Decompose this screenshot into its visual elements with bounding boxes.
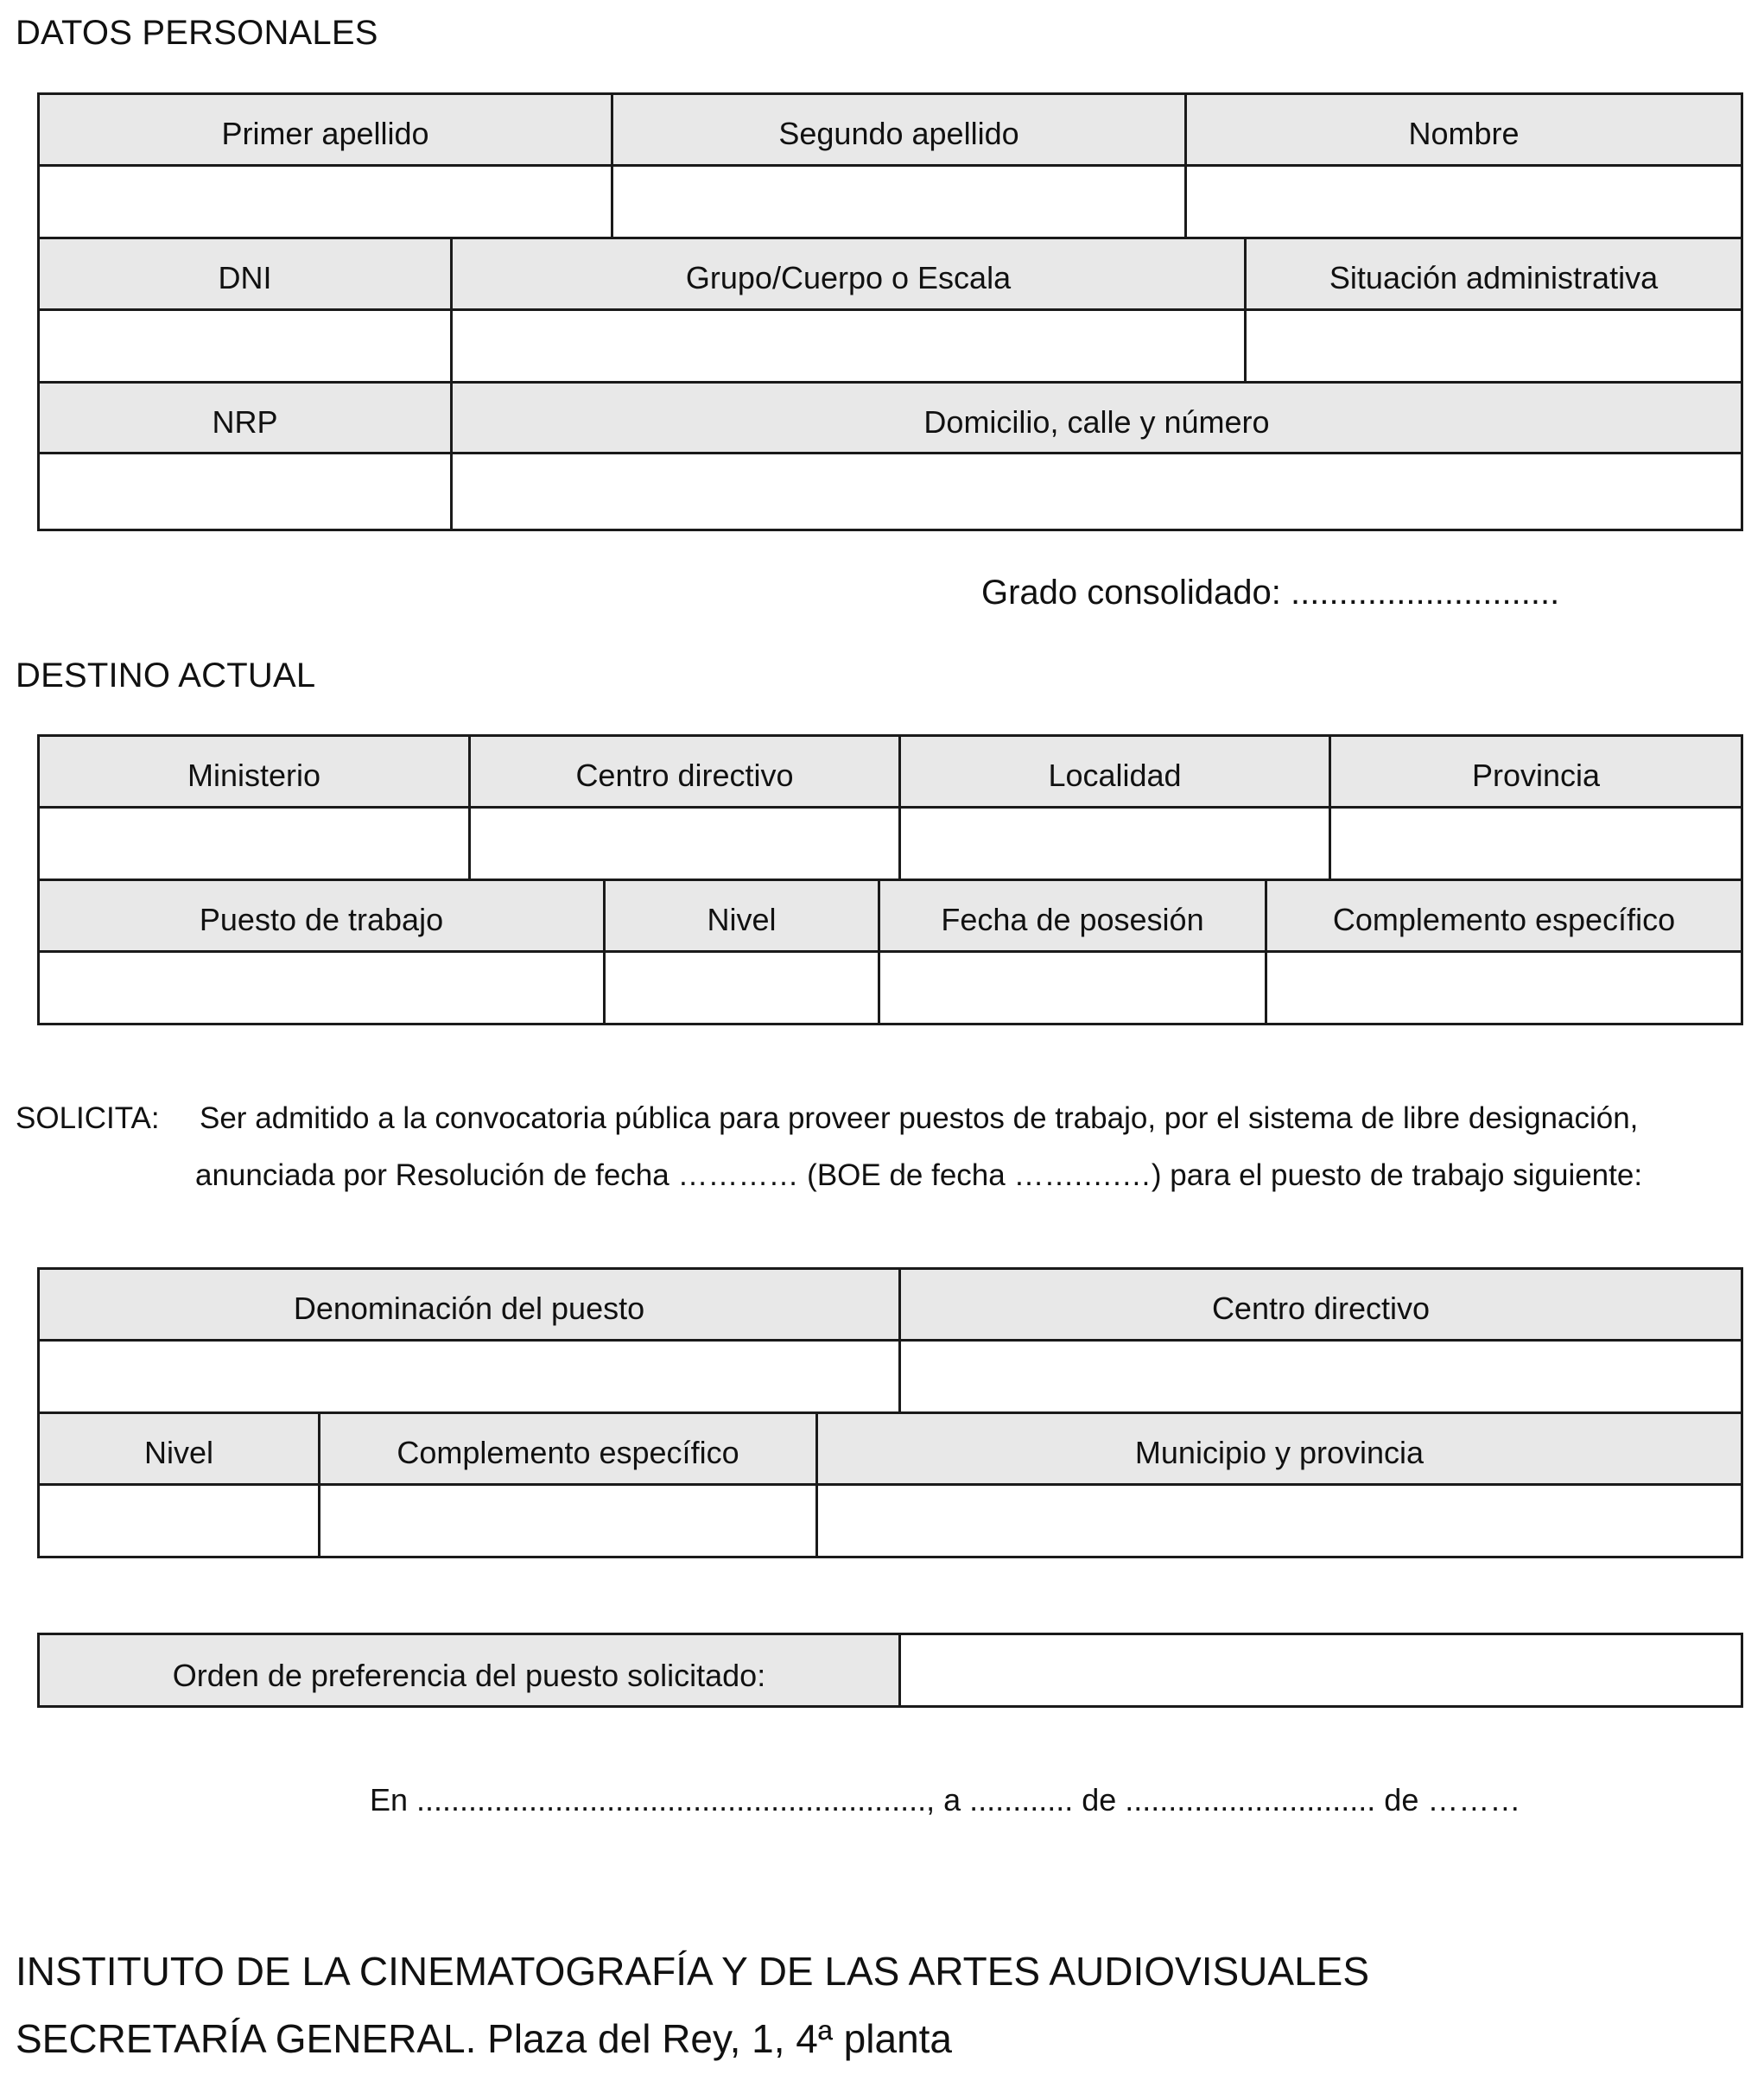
label-denominacion-puesto: Denominación del puesto [39,1269,900,1341]
primer-apellido-field[interactable] [39,166,612,238]
label-fecha-posesion: Fecha de posesión [879,880,1266,952]
label-situacion-administrativa: Situación administrativa [1246,238,1742,310]
localidad-field[interactable] [900,808,1330,880]
orden-preferencia-field[interactable] [900,1634,1742,1707]
section-title-destino-actual: DESTINO ACTUAL [16,657,316,695]
label-localidad: Localidad [900,736,1330,808]
datos-personales-table-row3 [37,381,1743,531]
grado-consolidado: Grado consolidado: ............................ [981,574,1560,612]
label-ministerio: Ministerio [39,736,470,808]
label-provincia: Provincia [1330,736,1742,808]
label-nrp: NRP [39,383,452,454]
ministerio-field[interactable] [39,808,470,880]
domicilio-field[interactable] [452,454,1742,530]
section-title-datos-personales: DATOS PERSONALES [16,14,378,52]
label-nombre: Nombre [1186,94,1742,166]
label-complemento-especifico: Complemento específico [1266,880,1742,952]
label-orden-preferencia: Orden de preferencia del puesto solicitado: [39,1634,900,1707]
datos-personales-table-row2 [37,237,1743,384]
municipio-provincia-field[interactable] [817,1485,1742,1557]
label-dni: DNI [39,238,452,310]
grupo-cuerpo-escala-field[interactable] [452,310,1246,383]
destino-actual-table-row2 [37,879,1743,1025]
footer-institution: INSTITUTO DE LA CINEMATOGRAFÍA Y DE LAS ARTES AUDIOVISUALES [16,1949,1370,1994]
destino-actual-table-row1 [37,734,1743,881]
orden-preferencia-table [37,1633,1743,1708]
label-domicilio: Domicilio, calle y número [452,383,1742,454]
datos-personales-table-row1 [37,92,1743,239]
label-municipio-provincia: Municipio y provincia [817,1413,1742,1485]
complemento-solicitado-field[interactable] [320,1485,817,1557]
label-puesto-trabajo: Puesto de trabajo [39,880,605,952]
denominacion-puesto-field[interactable] [39,1341,900,1413]
centro-directivo-solicitado-field[interactable] [900,1341,1742,1413]
dni-field[interactable] [39,310,452,383]
puesto-solicitado-table-row1 [37,1267,1743,1414]
fecha-lugar-line: En ..........................................................., a ............ de ............................. de ……… [370,1782,1521,1817]
solicita-line-2: anunciada por Resolución de fecha ………… (BOE de fecha …….….…) para el puesto de trabajo siguiente: [195,1158,1643,1192]
nivel-field[interactable] [605,952,879,1024]
puesto-solicitado-table-row2 [37,1411,1743,1558]
solicita-label: SOLICITA: [16,1101,160,1135]
centro-directivo-field[interactable] [470,808,900,880]
label-grupo-cuerpo-escala: Grupo/Cuerpo o Escala [452,238,1246,310]
segundo-apellido-field[interactable] [612,166,1186,238]
label-primer-apellido: Primer apellido [39,94,612,166]
situacion-administrativa-field[interactable] [1246,310,1742,383]
label-nivel-solicitado: Nivel [39,1413,320,1485]
fecha-posesion-field[interactable] [879,952,1266,1024]
footer-address: SECRETARÍA GENERAL. Plaza del Rey, 1, 4ª planta [16,2016,953,2061]
complemento-especifico-field[interactable] [1266,952,1742,1024]
label-centro-directivo: Centro directivo [470,736,900,808]
label-centro-directivo-solicitado: Centro directivo [900,1269,1742,1341]
label-nivel: Nivel [605,880,879,952]
nivel-solicitado-field[interactable] [39,1485,320,1557]
nombre-field[interactable] [1186,166,1742,238]
puesto-trabajo-field[interactable] [39,952,605,1024]
label-complemento-solicitado: Complemento específico [320,1413,817,1485]
label-segundo-apellido: Segundo apellido [612,94,1186,166]
provincia-field[interactable] [1330,808,1742,880]
solicita-line-1: Ser admitido a la convocatoria pública para proveer puestos de trabajo, por el sistema de libre designación, [200,1101,1639,1135]
nrp-field[interactable] [39,454,452,530]
